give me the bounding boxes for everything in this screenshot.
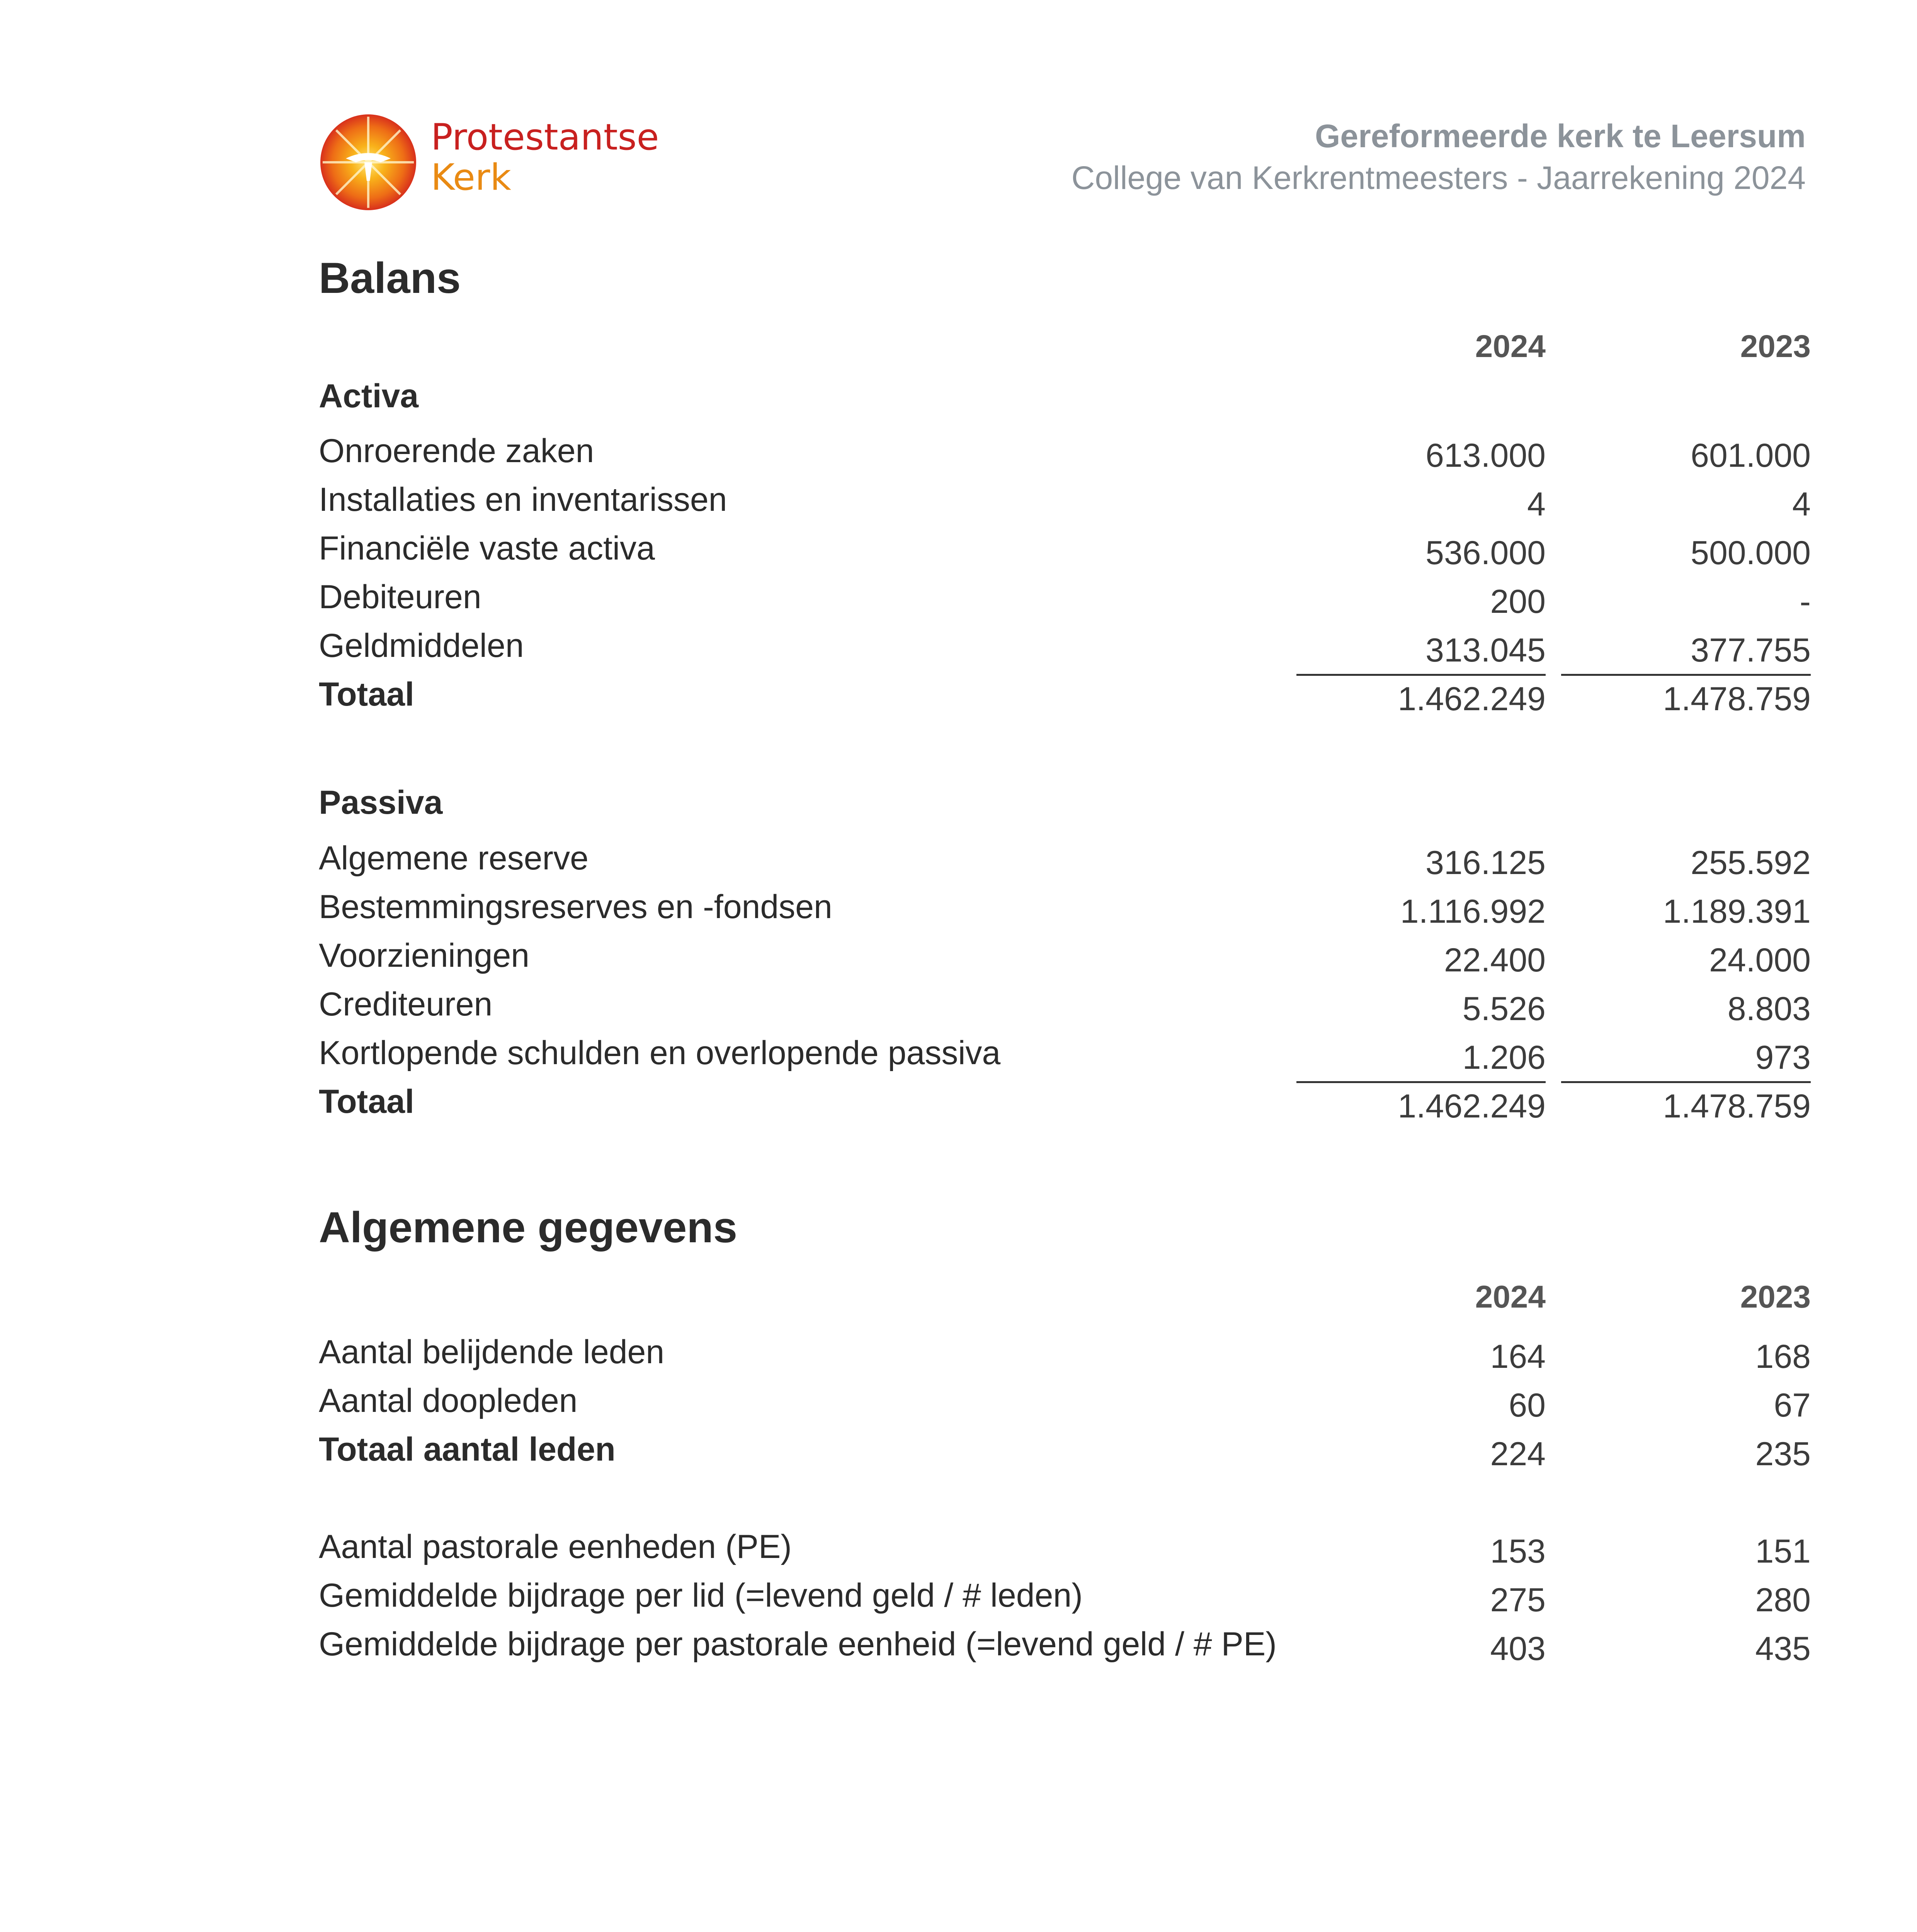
value-2024: 5.526 <box>1462 990 1546 1027</box>
value-2024: 313.045 <box>1425 632 1546 669</box>
row-label: Crediteuren <box>319 986 493 1023</box>
value-2023: 973 <box>1755 1039 1811 1076</box>
table-row <box>0 937 1917 985</box>
protestantse-kerk-logo <box>319 113 667 213</box>
value-2023: - <box>1800 583 1811 620</box>
organization-name: Gereformeerde kerk te Leersum <box>1315 118 1806 154</box>
value-2024: 536.000 <box>1425 534 1546 571</box>
total-value-2024: 1.462.249 <box>1398 680 1546 718</box>
group-title-passiva: Passiva <box>319 784 443 821</box>
value-2024: 1.116.992 <box>1400 893 1546 930</box>
value-2024: 1.206 <box>1462 1039 1546 1076</box>
total-row <box>0 1083 1917 1131</box>
value-2024: 316.125 <box>1425 844 1546 881</box>
value-2023: 235 <box>1755 1435 1811 1473</box>
value-2023: 435 <box>1755 1630 1811 1667</box>
total-value-2023: 1.478.759 <box>1663 1088 1811 1125</box>
column-year-previous: 2023 <box>1740 1279 1811 1315</box>
logo-line-1: Protestantse <box>431 116 659 158</box>
table-row <box>0 1333 1917 1382</box>
value-2023: 4 <box>1792 486 1811 523</box>
row-label: Aantal pastorale eenheden (PE) <box>319 1528 792 1565</box>
table-row <box>0 1034 1917 1083</box>
table-row <box>0 432 1917 481</box>
value-2023: 1.189.391 <box>1663 893 1811 930</box>
row-label: Geldmiddelen <box>319 627 524 664</box>
row-label: Financiële vaste activa <box>319 530 655 567</box>
column-year-previous: 2023 <box>1740 329 1811 364</box>
row-label: Bestemmingsreserves en -fondsen <box>319 888 832 925</box>
value-2024: 403 <box>1490 1630 1546 1667</box>
section-title-algemene-gegevens: Algemene gegevens <box>319 1203 738 1252</box>
value-2024: 4 <box>1527 486 1546 523</box>
table-row <box>0 1577 1917 1625</box>
row-label: Totaal aantal leden <box>319 1431 616 1468</box>
table-row <box>0 1528 1917 1577</box>
row-label: Aantal belijdende leden <box>319 1333 665 1371</box>
row-label: Gemiddelde bijdrage per pastorale eenheid (=levend geld / # PE) <box>319 1626 1277 1663</box>
logo-wordmark <box>431 117 659 198</box>
value-2024: 275 <box>1490 1582 1546 1619</box>
value-2023: 168 <box>1755 1338 1811 1375</box>
document-header <box>1072 115 1806 199</box>
table-row <box>0 888 1917 937</box>
row-label: Kortlopende schulden en overlopende passiva <box>319 1034 1001 1071</box>
value-2023: 24.000 <box>1709 942 1811 979</box>
row-label: Onroerende zaken <box>319 432 594 469</box>
value-2023: 8.803 <box>1727 990 1811 1027</box>
value-2024: 22.400 <box>1444 942 1546 979</box>
total-value-2023: 1.478.759 <box>1663 680 1811 718</box>
logo-emblem-icon <box>319 113 419 213</box>
column-year-current: 2024 <box>1475 1279 1546 1315</box>
value-2024: 200 <box>1490 583 1546 620</box>
table-row <box>0 481 1917 529</box>
row-label: Gemiddelde bijdrage per lid (=levend geld / # leden) <box>319 1577 1083 1614</box>
table-row <box>0 578 1917 627</box>
table-row <box>0 627 1917 675</box>
value-2023: 67 <box>1774 1387 1811 1424</box>
section-title-balans: Balans <box>319 254 461 302</box>
total-label: Totaal <box>319 676 414 713</box>
table-row <box>0 1625 1917 1674</box>
total-row <box>0 1430 1917 1479</box>
row-label: Voorzieningen <box>319 937 530 974</box>
table-row <box>0 985 1917 1034</box>
total-value-2024: 1.462.249 <box>1398 1088 1546 1125</box>
value-2023: 377.755 <box>1691 632 1811 669</box>
value-2024: 224 <box>1490 1435 1546 1473</box>
value-2023: 280 <box>1755 1582 1811 1619</box>
value-2024: 60 <box>1509 1387 1546 1424</box>
value-2024: 153 <box>1490 1533 1546 1570</box>
total-label: Totaal <box>319 1083 414 1120</box>
table-row <box>0 839 1917 888</box>
table-row <box>0 1382 1917 1430</box>
row-label: Debiteuren <box>319 578 481 616</box>
document-subtitle: College van Kerkrentmeesters - Jaarrekening 2024 <box>1071 160 1806 196</box>
value-2023: 255.592 <box>1691 844 1811 881</box>
row-label: Aantal doopleden <box>319 1382 578 1419</box>
value-2023: 500.000 <box>1691 534 1811 571</box>
column-year-current: 2024 <box>1475 329 1546 364</box>
row-label: Algemene reserve <box>319 840 589 877</box>
group-title-activa: Activa <box>319 378 419 415</box>
value-2024: 613.000 <box>1425 437 1546 474</box>
value-2023: 601.000 <box>1691 437 1811 474</box>
row-label: Installaties en inventarissen <box>319 481 727 518</box>
value-2024: 164 <box>1490 1338 1546 1375</box>
total-row <box>0 675 1917 724</box>
value-2023: 151 <box>1755 1533 1811 1570</box>
logo-line-2: Kerk <box>431 156 511 199</box>
table-row <box>0 529 1917 578</box>
